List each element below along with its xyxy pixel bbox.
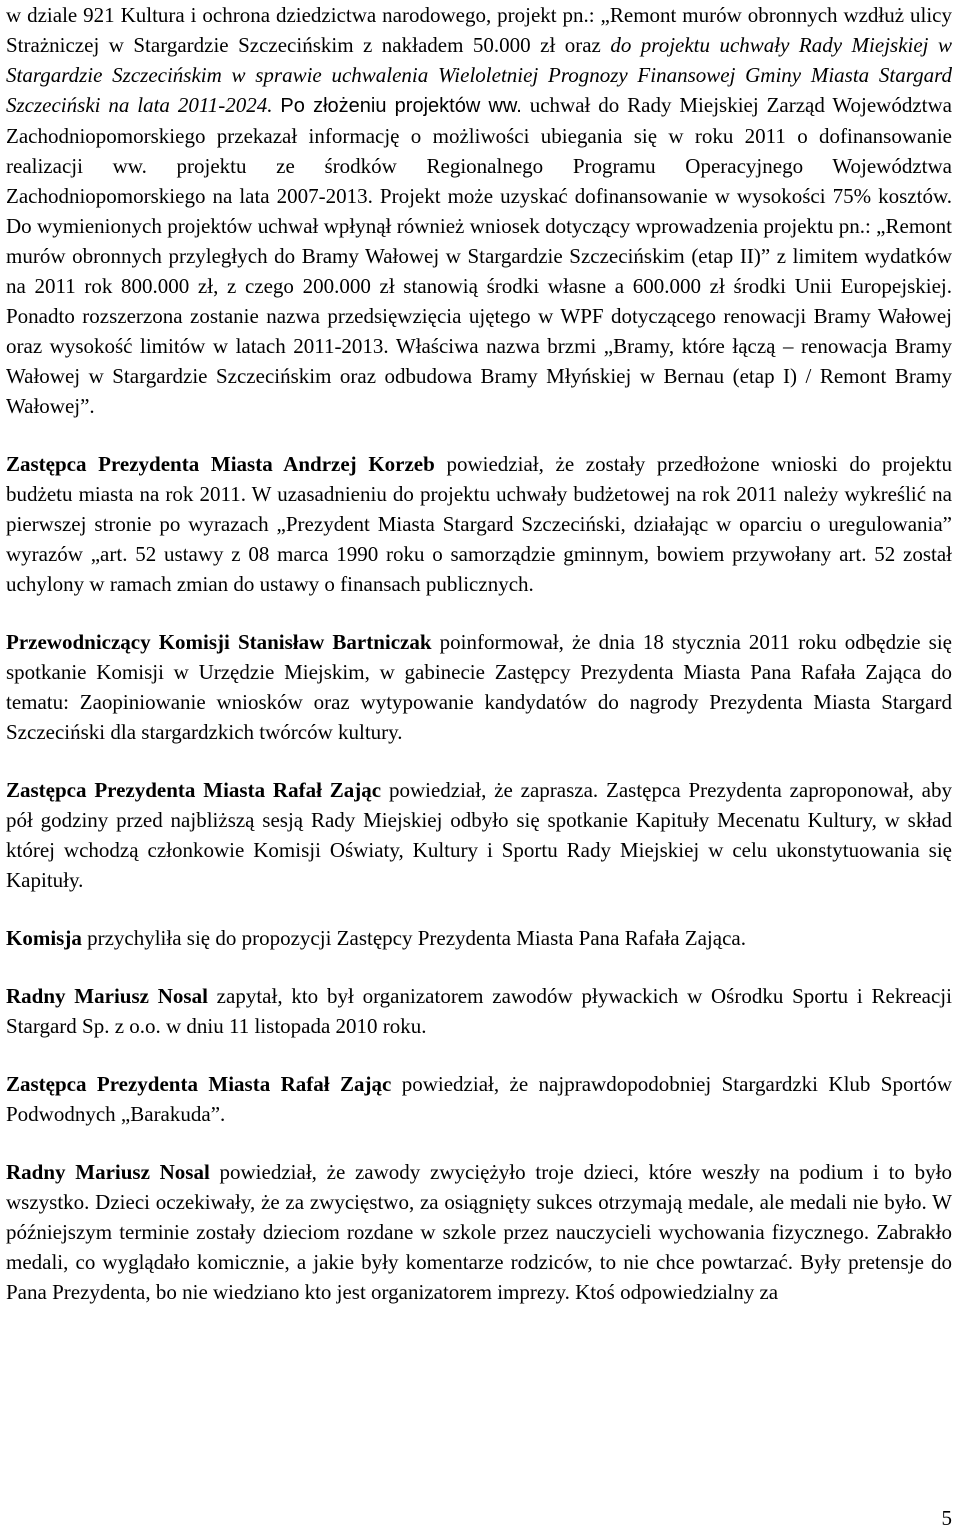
statement-text: powiedział, że zostały przedłożone wnioski do projektu budżetu miasta na rok 2011. W uzasadnieniu do projektu uchwały budżetowej na rok 2011 należy wykreślić na pierwszej stronie po wyrazach „Prezydent Miasta Stargard Szczeciński, działając w oparciu o uregulowania” wyrazów „art. 52 ustawy z 08 marca 1990 roku o samorządzie gminnym, bowiem przywołany art. 52 został uchylony w ramach zmian do ustawy o finansach publicznych.: [6, 452, 952, 596]
speaker-name: Zastępca Prezydenta Miasta Rafał Zając: [6, 1072, 392, 1096]
speaker-name: Przewodniczący Komisji Stanisław Bartniczak: [6, 630, 432, 654]
statement-text: poinformował, że dnia 18 stycznia 2011 roku odbędzie się spotkanie Komisji w Urzędzie Miejskim, w gabinecie Zastępcy Prezydenta Miasta Pana Rafała Zająca do tematu: Zaopiniowanie wniosków oraz wytypowanie kandydatów do nagrody Prezydenta Miasta Stargard Szczeciński dla stargardzkich twórców kultury.: [6, 630, 952, 744]
paragraph-komisja: [6, 923, 952, 953]
statement-text: przychyliła się do propozycji Zastępcy Prezydenta Miasta Pana Rafała Zająca.: [81, 926, 746, 950]
page-number: 5: [941, 1506, 952, 1530]
paragraph-bartniczak: [6, 627, 952, 747]
statement-text: powiedział, że zaprasza. Zastępca Prezydenta zaproponował, aby pół godziny przed najbliższą sesją Rady Miejskiej odbyło się spotkanie Kapituły Mecenatu Kultury, w skład której wchodzą członkowie Komisji Oświaty, Kultury i Sportu Rady Miejskiej w celu ukonstytuowania się Kapituły.: [6, 778, 952, 892]
text-span: w dziale 921 Kultura i ochrona dziedzictwa narodowego, projekt pn.: „Remont murów obronnych wzdłuż ulicy Strażniczej w Stargardzie Szczecińskim z nakładem 50.000 zł oraz: [6, 3, 952, 57]
statement-text: zapytał, kto był organizatorem zawodów pływackich w Ośrodku Sportu i Rekreacji Stargard Sp. z o.o. w dniu 11 listopada 2010 roku.: [6, 984, 952, 1038]
speaker-name: Komisja: [6, 926, 82, 950]
speaker-name: Radny Mariusz Nosal: [6, 1160, 210, 1184]
text-span: uchwał do Rady Miejskiej Zarząd Województwa Zachodniopomorskiego przekazał informację o możliwości ubiegania się w roku 2011 o dofinansowanie realizacji ww. projektu ze środków Regionalnego Programu Operacyjnego Województwa Zachodniopomorskiego na lata 2007-2013. Projekt może uzyskać dofinansowanie w wysokości 75% kosztów. Do wymienionych projektów uchwał wpłynął również wniosek dotyczący wprowadzenia projektu pn.: „Remont murów obronnych przyległych do Bramy Wałowej w Stargardzie Szczecińskim (etap II)” z limitem wydatków na 2011 rok 800.000 zł, z czego 200.000 zł stanowią środki własne a 600.000 zł środki Unii Europejskiej. Ponadto rozszerzona zostanie nazwa przedsięwzięcia ujętego w WPF dotyczącego renowacji Bramy Wałowej oraz wysokość limitów w latach 2011-2013. Właściwa nazwa brzmi „Bramy, które łączą – renowacja Bramy Wałowej w Stargardzie Szczecińskim oraz odbudowa Bramy Młyńskiej w Bernau (etap I) / Remont Bramy Wałowej”.: [6, 93, 952, 418]
statement-text: powiedział, że zawody zwyciężyło troje dzieci, które weszły na podium i to było wszystko. Dzieci oczekiwały, że za zwycięstwo, za osiągnięty sukces otrzymają medale, ale medali nie było. W późniejszym terminie zostały dzieciom rozdane w szkole przez nauczycieli wychowania fizycznego. Zabrakło medali, co wyglądało komicznie, a jakie były komentarze rodziców, to nie chce powtarzać. Były pretensje do Pana Prezydenta, bo nie wiedziano kto jest organizatorem imprezy. Ktoś odpowiedzialny za: [6, 1160, 952, 1304]
paragraph-korzeb: [6, 449, 952, 599]
paragraph-nosal-1: [6, 981, 952, 1041]
speaker-name: Radny Mariusz Nosal: [6, 984, 208, 1008]
speaker-name: Zastępca Prezydenta Miasta Andrzej Korzeb: [6, 452, 435, 476]
paragraph-zajac-2: [6, 1069, 952, 1129]
paragraph-wpf-projects: [6, 0, 952, 421]
statement-text: powiedział, że najprawdopodobniej Stargardzki Klub Sportów Podwodnych „Barakuda”.: [6, 1072, 952, 1126]
italic-text-span: do projektu uchwały Rady Miejskiej w Stargardzie Szczecińskim w sprawie uchwalenia Wieloletniej Prognozy Finansowej Gminy Miasta Stargard Szczeciński na lata 2011-2024.: [6, 33, 952, 117]
sans-text-span: Po złożeniu projektów ww.: [280, 95, 522, 117]
speaker-name: Zastępca Prezydenta Miasta Rafał Zając: [6, 778, 382, 802]
paragraph-zajac-1: [6, 775, 952, 895]
paragraph-nosal-2: [6, 1157, 952, 1307]
